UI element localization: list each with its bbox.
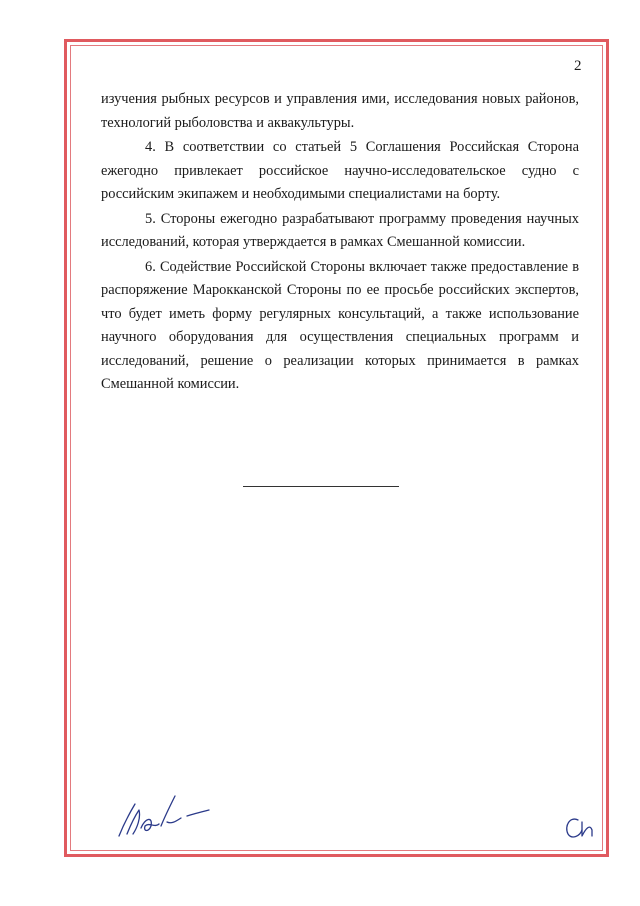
- paragraph-continuation: изучения рыбных ресурсов и управления ими, исследования новых районов, технологий рыболовства и аквакультуры.: [101, 91, 579, 131]
- closing-rule: [243, 486, 399, 487]
- page-number: 2: [574, 58, 582, 74]
- paragraph-6: 6. Содействие Российской Стороны включает также предоставление в распоряжение Марокканской Стороны по ее просьбе российских экспертов, что будет иметь форму регулярных консультаций, а также использование научного оборудования для осуществления специальных программ и исследований, решение о реализации которых принимается в рамках Смешанной комиссии.: [101, 258, 579, 392]
- handwritten-initials: [560, 812, 600, 842]
- handwritten-signature: [115, 788, 225, 844]
- document-body: [101, 88, 579, 398]
- paragraph-5: 5. Стороны ежегодно разрабатывают программу проведения научных исследований, которая утверждается в рамках Смешанной комиссии.: [101, 210, 579, 250]
- paragraph-4: 4. В соответствии со статьей 5 Соглашения Российская Сторона ежегодно привлекает российское научно-исследовательское судно с российским экипажем и необходимыми специалистами на борту.: [101, 139, 579, 202]
